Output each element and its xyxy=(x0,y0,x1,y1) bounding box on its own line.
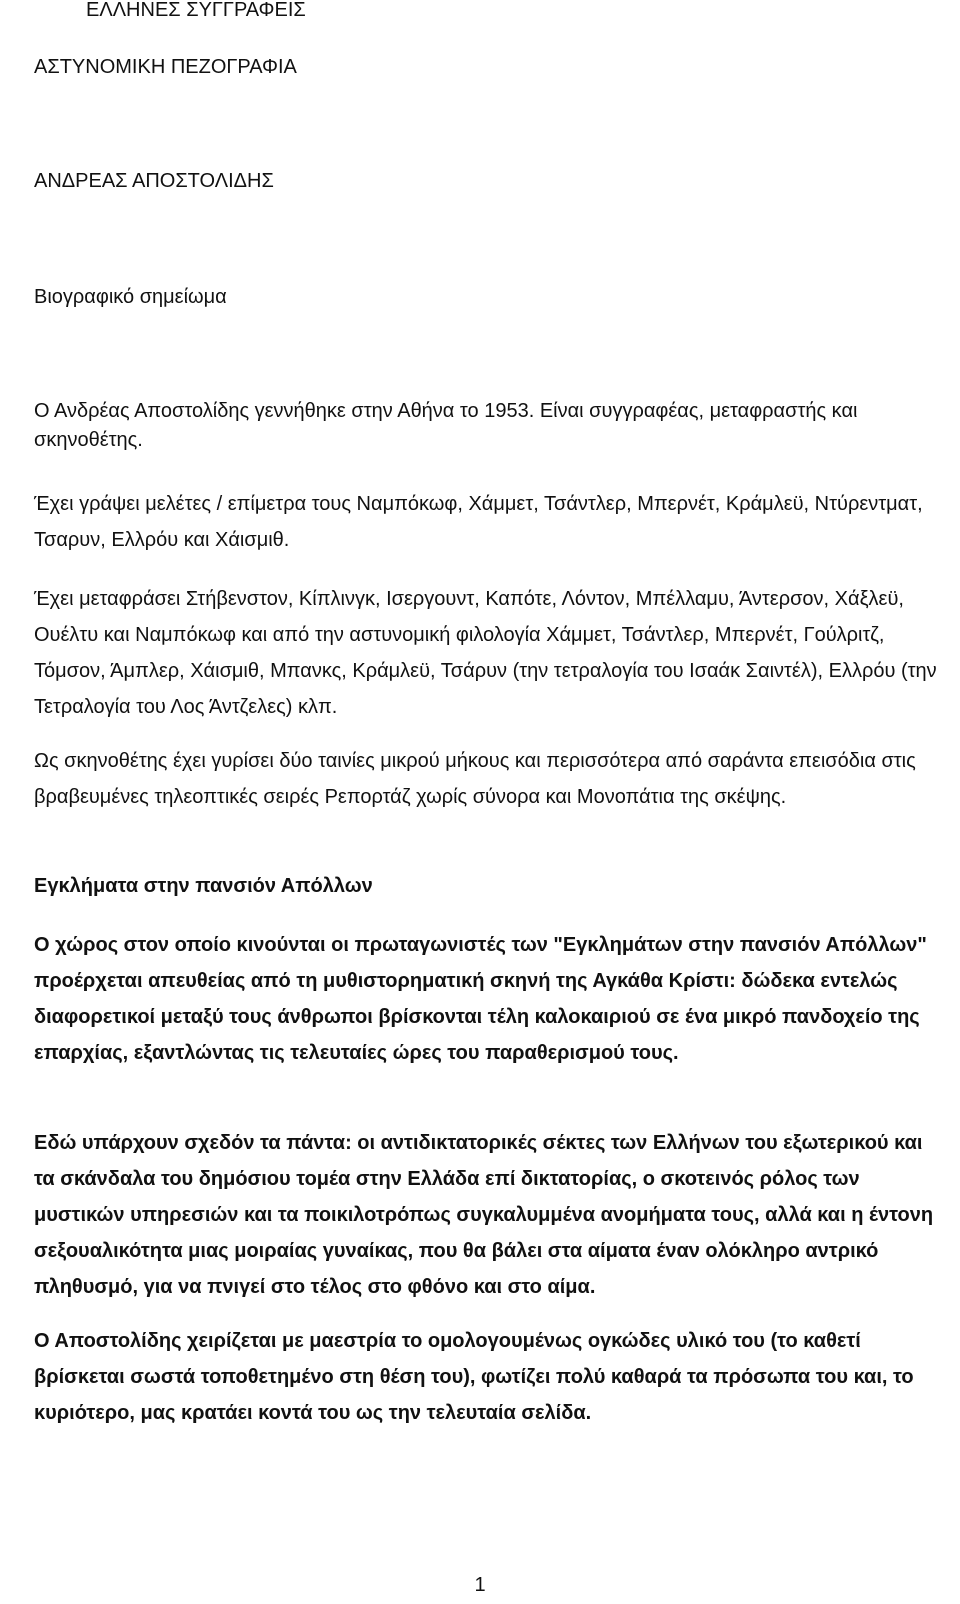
bio-paragraph-studies: Έχει γράψει μελέτες / επίμετρα τους Ναμπόκωφ, Χάμμετ, Τσάντλερ, Μπερνέτ, Κράμλεϋ, Ντύρεντματ, Τσαρυν, Ελλρόυ και Χάισμιθ. xyxy=(34,493,923,551)
genre-heading: ΑΣΤΥΝΟΜΙΚΗ ΠΕΖΟΓΡΑΦΙΑ xyxy=(34,56,297,78)
author-name: ΑΝΔΡΕΑΣ ΑΠΟΣΤΟΛΙΔΗΣ xyxy=(34,170,274,192)
bio-heading: Βιογραφικό σημείωμα xyxy=(34,286,227,308)
book-paragraph-review: Ο Αποστολίδης χειρίζεται με μαεστρία το ομολογουμένως ογκώδες υλικό του (το καθετί βρίσκεται σωστά τοποθετημένο στη θέση του), φωτίζει πολύ καθαρά τα πρόσωπα του και, το κυριότερο, μας κρατάει κοντά του ως την τελευταία σελίδα. xyxy=(34,1330,914,1424)
book-paragraph-themes: Εδώ υπάρχουν σχεδόν τα πάντα: οι αντιδικτατορικές σέκτες των Ελλήνων του εξωτερικού και τα σκάνδαλα του δημόσιου τομέα στην Ελλάδα επί δικτατορίας, ο σκοτεινός ρόλος των μυστικών υπηρεσιών και τα ποικιλοτρόπως συγκαλυμμένα ανομήματα τους, αλλά και η έντονη σεξουαλικότητα μιας μοιραίας γυναίκας, που θα βάλει στα αίματα έναν ολόκληρο αντρικό πληθυσμό, για να πνιγεί στο τέλος στο φθόνο και στο αίμα. xyxy=(34,1132,934,1298)
page-number: 1 xyxy=(474,1574,486,1596)
bio-paragraph-birth: Ο Ανδρέας Αποστολίδης γεννήθηκε στην Αθήνα το 1953. Είναι συγγραφέας, μεταφραστής και σκηνοθέτης. xyxy=(34,400,858,451)
book-title: Εγκλήματα στην πανσιόν Απόλλων xyxy=(34,875,373,897)
series-title: ΕΛΛΗΝΕΣ ΣΥΓΓΡΑΦΕΙΣ xyxy=(86,0,306,21)
bio-paragraph-director: Ως σκηνοθέτης έχει γυρίσει δύο ταινίες μικρού μήκους και περισσότερα από σαράντα επεισόδια στις βραβευμένες τηλεοπτικές σειρές Ρεπορτάζ χωρίς σύνορα και Μονοπάτια της σκέψης. xyxy=(34,750,916,808)
book-paragraph-setting: Ο χώρος στον οποίο κινούνται οι πρωταγωνιστές των "Εγκλημάτων στην πανσιόν Απόλλων" προέρχεται απευθείας από τη μυθιστορηματική σκηνή της Αγκάθα Κρίστι: δώδεκα εντελώς διαφορετικοί μεταξύ τους άνθρωποι βρίσκονται τέλη καλοκαιριού σε ένα μικρό πανδοχείο της επαρχίας, εξαντλώντας τις τελευταίες ώρες του παραθερισμού τους. xyxy=(34,934,927,1064)
bio-paragraph-translations: Έχει μεταφράσει Στήβενστον, Κίπλινγκ, Ισεργουντ, Καπότε, Λόντον, Μπέλλαμυ, Άντερσον, Χάξλεϋ, Ουέλτυ και Ναμπόκωφ και από την αστυνομική φιλολογία Χάμμετ, Τσάντλερ, Μπερνέτ, Γούλριτζ, Τόμσον, Άμπλερ, Χάισμιθ, Μπανκς, Κράμλεϋ, Τσάρυν (την τετραλογία του Ισαάκ Σαιντέλ), Ελλρόυ (την Τετραλογία του Λος Άντζελες) κλπ. xyxy=(34,588,937,718)
